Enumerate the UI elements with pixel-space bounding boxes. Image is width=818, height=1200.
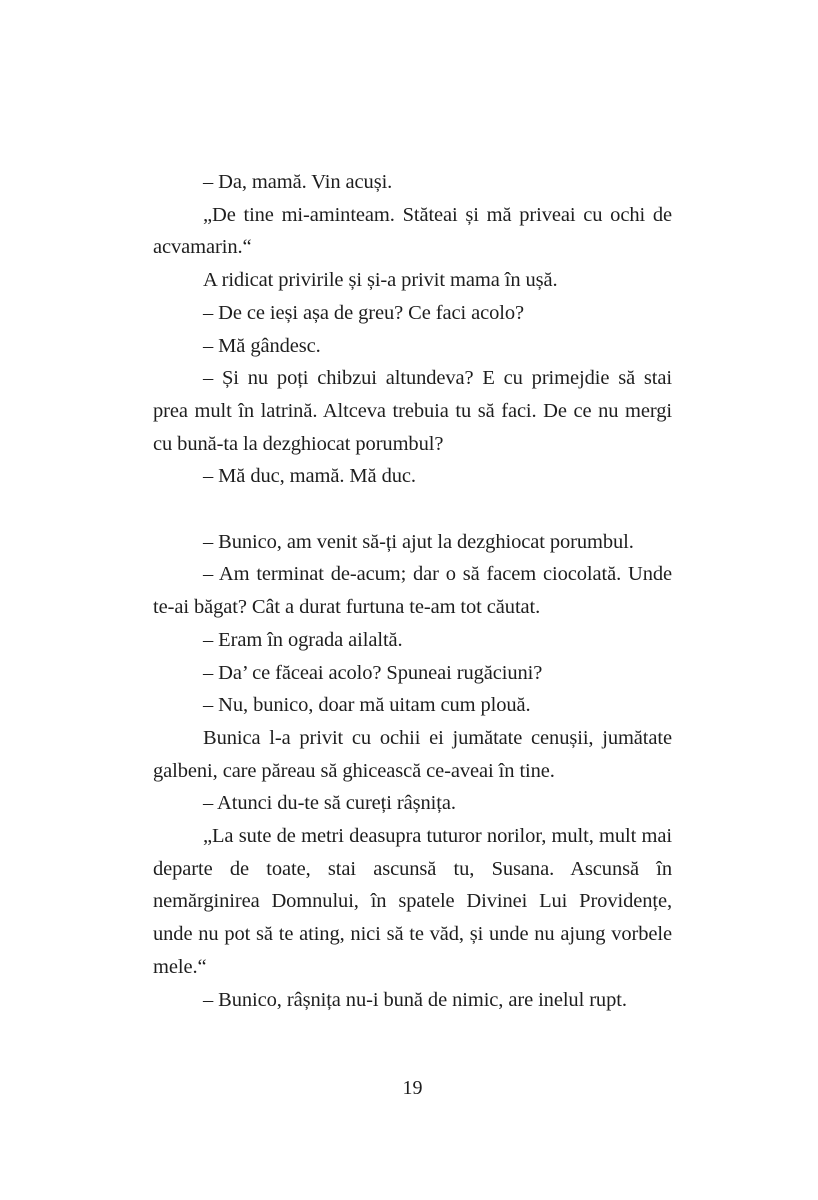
paragraph: A ridicat privirile și și-a privit mama în ușă. bbox=[203, 269, 558, 292]
paragraph: – Nu, bunico, doar mă uitam cum plouă. bbox=[203, 694, 531, 717]
paragraph: – Mă gândesc. bbox=[203, 334, 321, 357]
paragraph: – Bunico, am venit să-ți ajut la dezghiocat porumbul. bbox=[203, 530, 634, 553]
paragraph: – De ce ieși așa de greu? Ce faci acolo? bbox=[203, 301, 524, 324]
paragraph: – Mă duc, mamă. Mă duc. bbox=[203, 465, 416, 488]
paragraph: – Și nu poți chibzui altundeva? E cu primejdie să stai prea mult în latrină. Altceva trebuia tu să faci. De ce nu mergi cu bună-ta la dezghiocat porumbul? bbox=[153, 367, 672, 455]
paragraph: – Am terminat de-acum; dar o să facem ciocolată. Unde te-ai băgat? Cât a durat furtuna te-am tot căutat. bbox=[153, 563, 672, 619]
paragraph: – Eram în ograda ailaltă. bbox=[203, 628, 403, 651]
paragraph: – Da’ ce făceai acolo? Spuneai rugăciuni? bbox=[203, 661, 543, 684]
text-block bbox=[153, 166, 672, 1016]
paragraph: – Bunico, râșnița nu-i bună de nimic, are inelul rupt. bbox=[203, 988, 627, 1011]
paragraph: Bunica l-a privit cu ochii ei jumătate cenușii, jumătate galbeni, care păreau să ghicească ce-aveai în tine. bbox=[153, 726, 672, 782]
paragraph: – Atunci du-te să cureți râșnița. bbox=[203, 792, 456, 815]
paragraph: „La sute de metri deasupra tuturor norilor, mult, mult mai departe de toate, stai ascunsă tu, Susana. Ascunsă în nemărginirea Domnului, în spatele Divinei Lui Providențe, unde nu pot să te ating, nici să te văd, și unde nu ajung vorbele mele.“ bbox=[153, 825, 672, 978]
paragraph: „De tine mi-aminteam. Stăteai și mă priveai cu ochi de acvamarin.“ bbox=[153, 203, 672, 259]
page-number: 19 bbox=[402, 1077, 423, 1099]
paragraph: – Da, mamă. Vin acuși. bbox=[203, 171, 393, 193]
